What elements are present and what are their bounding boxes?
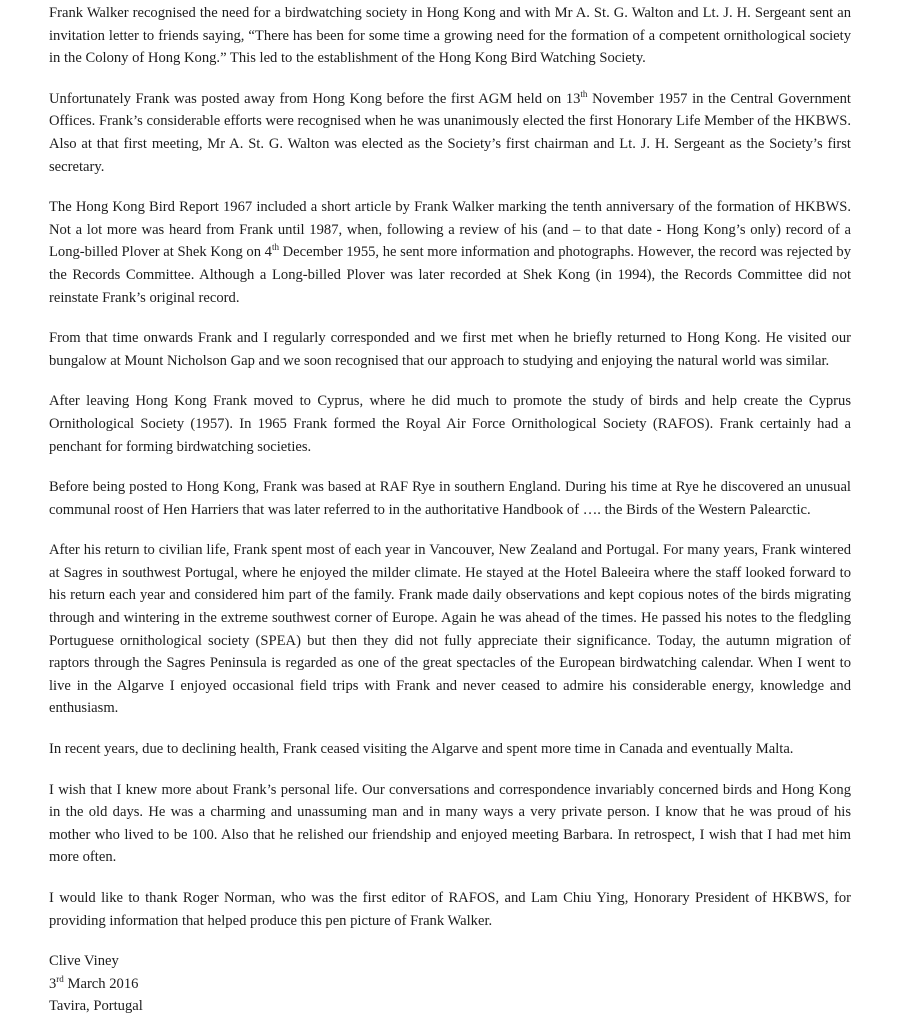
- text-run: From that time onwards Frank and I regularly corresponded and we first met when he briefly returned to Hong Kong. He visited our bungalow at Mount Nicholson Gap and we soon recognised that our approach to studying and enjoying the natural world was similar.: [49, 330, 855, 369]
- text-run: 3: [49, 975, 57, 992]
- signature-line: [49, 995, 851, 1018]
- paragraph: [49, 887, 855, 932]
- paragraph: [49, 539, 855, 720]
- paragraph: [49, 2, 855, 70]
- signature-line: [49, 950, 851, 973]
- ordinal-superscript: rd: [56, 973, 64, 984]
- text-run: I would like to thank Roger Norman, who was the first editor of RAFOS, and Lam Chiu Ying, Honorary President of HKBWS, for providing information that helped produce this pen picture of Frank Walker.: [49, 890, 855, 929]
- text-run: Before being posted to Hong Kong, Frank was based at RAF Rye in southern England. During his time at Rye he discovered an unusual communal roost of Hen Harriers that was later referred to in the authoritative Handbook of …. the Birds of the Western Palearctic.: [49, 479, 855, 518]
- text-run: December 1955, he sent more information and photographs. However, the record was rejected by the Records Committee. Although a Long-billed Plover was later recorded at Shek Kong (in 1994), the Records Committee did not reinstate Frank’s original record.: [49, 244, 855, 306]
- text-run: In recent years, due to declining health, Frank ceased visiting the Algarve and spent more time in Canada and eventually Malta.: [49, 741, 794, 758]
- ordinal-superscript: th: [580, 88, 588, 99]
- signature-block: [49, 950, 851, 1018]
- text-run: Tavira, Portugal: [49, 998, 143, 1015]
- paragraph: [49, 390, 855, 458]
- paragraph: [49, 779, 855, 869]
- ordinal-superscript: th: [271, 242, 279, 253]
- signature-line: [49, 973, 851, 996]
- paragraph: [49, 88, 855, 178]
- paragraph: [49, 738, 851, 761]
- document-body: [49, 2, 855, 932]
- text-run: After leaving Hong Kong Frank moved to Cyprus, where he did much to promote the study of birds and help create the Cyprus Ornithological Society (1957). In 1965 Frank formed the Royal Air Force Ornithological Society (RAFOS). Frank certainly had a penchant for forming birdwatching societies.: [49, 393, 855, 455]
- text-run: Clive Viney: [49, 953, 119, 970]
- text-run: Frank Walker recognised the need for a birdwatching society in Hong Kong and with Mr A. St. G. Walton and Lt. J. H. Sergeant sent an invitation letter to friends saying, “There has been for some time a growing need for the formation of a competent ornithological society in the Colony of Hong Kong.” This led to the establishment of the Hong Kong Bird Watching Society.: [49, 5, 855, 67]
- text-run: March 2016: [63, 975, 139, 992]
- paragraph: [49, 327, 855, 372]
- text-run: I wish that I knew more about Frank’s personal life. Our conversations and correspondence invariably concerned birds and Hong Kong in the old days. He was a charming and unassuming man and in many ways a very private person. I know that he was proud of his mother who lived to be 100. Also that he relished our friendship and enjoyed meeting Barbara. In retrospect, I wish that I had met him more often.: [49, 781, 855, 866]
- paragraph: [49, 196, 855, 309]
- text-run: The Hong Kong Bird Report 1967 included a short article by Frank Walker marking the tenth anniversary of the formation of HKBWS. Not a lot more was heard from Frank until 1987, when, following a review of his (and – to that date - Hong Kong’s only) record of a Long-billed Plover at Shek Kong on 4: [49, 199, 855, 261]
- paragraph: [49, 476, 855, 521]
- text-run: After his return to civilian life, Frank spent most of each year in Vancouver, New Zealand and Portugal. For many years, Frank wintered at Sagres in southwest Portugal, where he enjoyed the milder climate. He stayed at the Hotel Baleeira where the staff looked forward to his return each year and considered him part of the family. Frank made daily observations and kept copious notes of the birds migrating through and wintering in the extreme southwest corner of Europe. Again he was ahead of the times. He passed his notes to the fledgling Portuguese ornithological society (SPEA) but then they did not fully appreciate their significance. Today, the autumn migration of raptors through the Sagres Peninsula is regarded as one of the great spectacles of the European birdwatching calendar. When I went to live in the Algarve I enjoyed occasional field trips with Frank and never ceased to admire his considerable energy, knowledge and enthusiasm.: [49, 542, 855, 717]
- text-run: Unfortunately Frank was posted away from Hong Kong before the first AGM held on 13: [49, 90, 581, 107]
- text-run: November 1957 in the Central Government Offices. Frank’s considerable efforts were recognised when he was unanimously elected the first Honorary Life Member of the HKBWS. Also at that first meeting, Mr A. St. G. Walton was elected as the Society’s first chairman and Lt. J. H. Sergeant as the Society’s first secretary.: [49, 90, 855, 175]
